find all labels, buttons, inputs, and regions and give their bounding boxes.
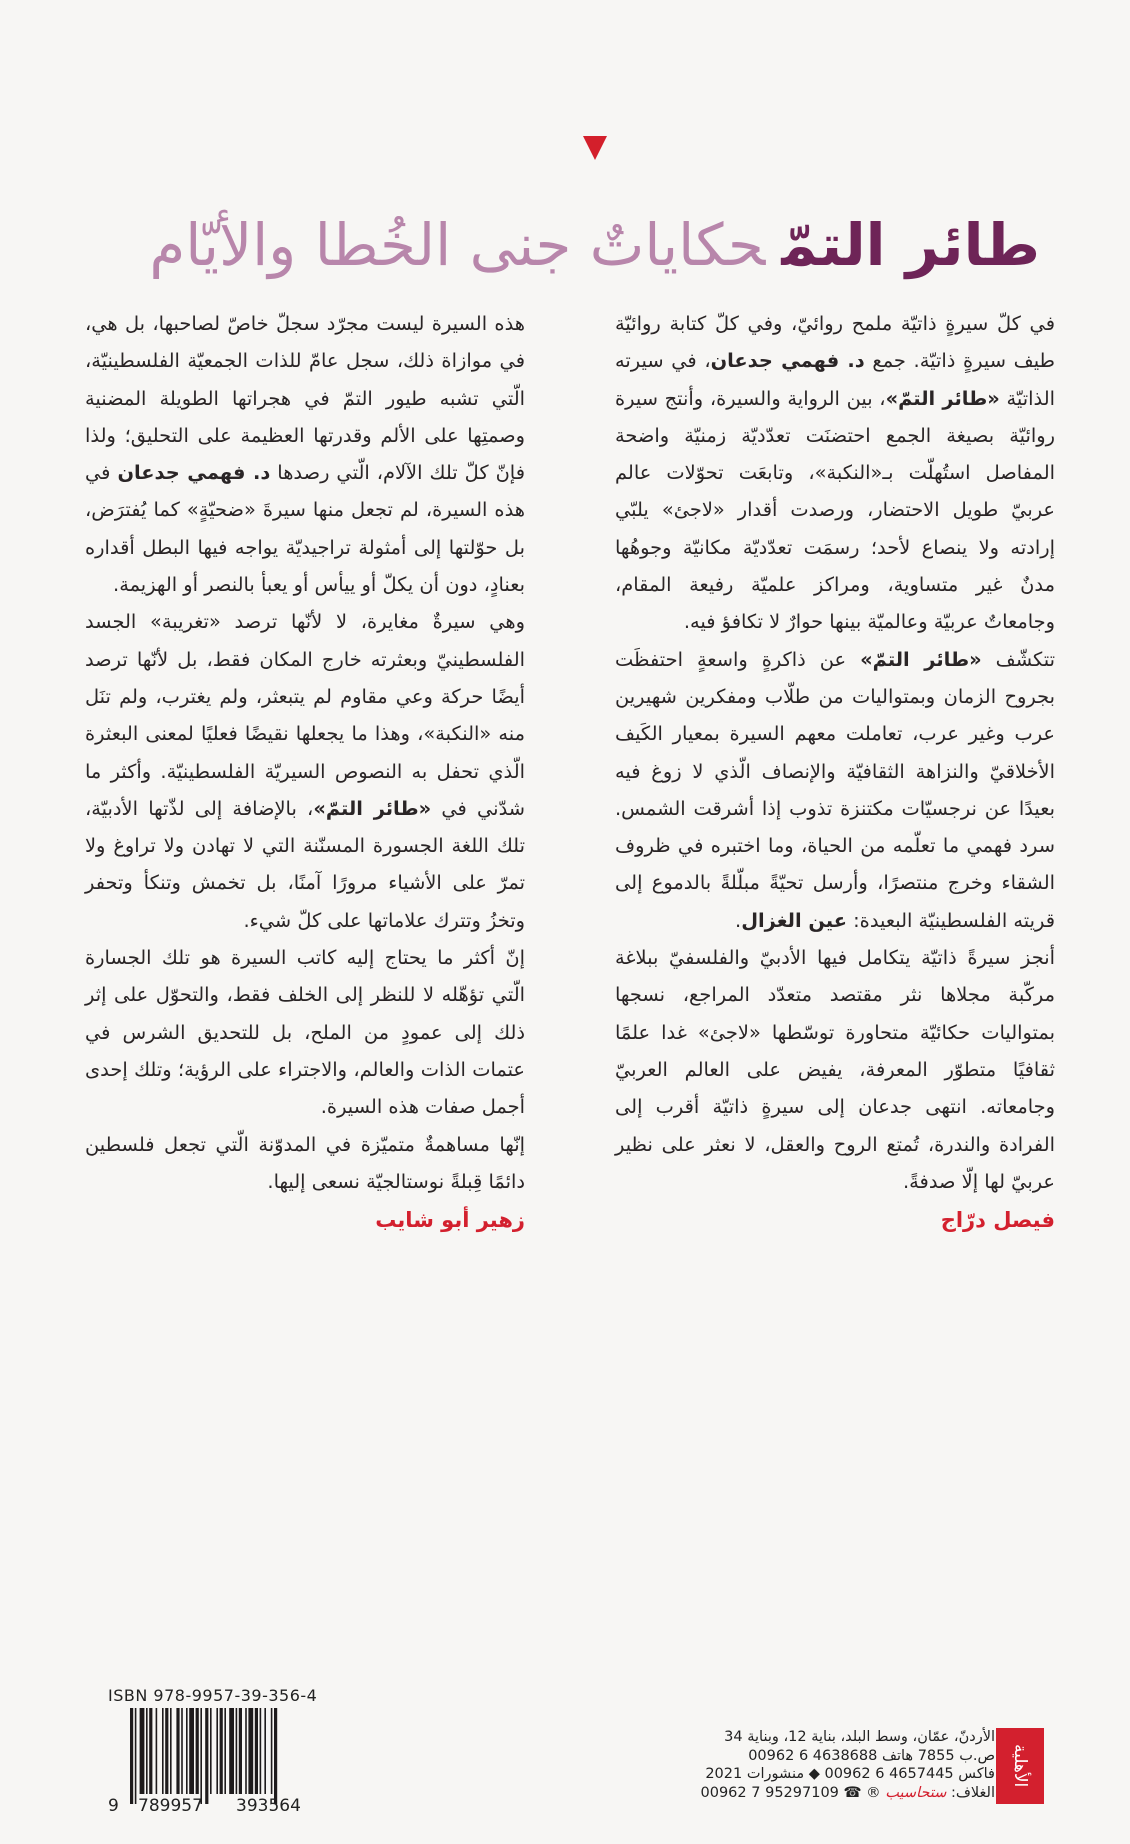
barcode: [108, 1708, 340, 1816]
isbn-label: ISBN 978-9957-39-356-4: [108, 1686, 318, 1705]
barcode-bar: [216, 1708, 218, 1794]
barcode-bar: [255, 1708, 258, 1794]
barcode-bar: [260, 1708, 262, 1794]
isbn-barcode-block: [108, 1686, 368, 1816]
barcode-digits-right: 393564: [236, 1796, 301, 1816]
blurb-right-column: [615, 305, 1055, 1240]
barcode-bar: [220, 1708, 223, 1794]
barcode-bar: [271, 1708, 273, 1794]
barcode-bar: [196, 1708, 199, 1794]
barcode-bar: [245, 1708, 247, 1794]
barcode-bar: [274, 1708, 277, 1804]
barcode-bar: [189, 1708, 194, 1794]
barcode-digits-left: 789957: [138, 1796, 203, 1816]
barcode-digit-first: 9: [108, 1796, 119, 1816]
barcode-bar: [176, 1708, 179, 1794]
cover-label: الغلاف:: [950, 1784, 995, 1801]
left-paragraph-3: إنّ أكثر ما يحتاج إليه كاتب السيرة هو تلك الجسارة الّتي تؤهّله لا للنظر إلى الخلف فقط، والتحوّل على إثر ذلك إلى عمودٍ من الملح، بل للتحديق الشرس في عتمات الذات والعالم، والاجتراء على الرؤية؛ وتلك إحدى أجمل صفات هذه السيرة.: [85, 946, 525, 1119]
barcode-bar: [264, 1708, 266, 1794]
book-title: [80, 205, 1040, 285]
barcode-bar: [181, 1708, 183, 1794]
barcode-bar: [239, 1708, 242, 1794]
title-main: طائر التمّ: [781, 211, 1040, 279]
publisher-logo: [996, 1728, 1044, 1804]
barcode-bars: [108, 1708, 340, 1804]
triangle-marker-icon: [583, 136, 607, 160]
address-line-3: فاكس 4657445 6 00962 ◆ منشورات 2021: [705, 1766, 995, 1782]
barcode-bar: [170, 1708, 172, 1794]
barcode-bar: [165, 1708, 168, 1794]
title-subtitle: حكاياتٌ جنى الخُطا والأيّام: [149, 211, 766, 279]
barcode-bar: [224, 1708, 226, 1794]
barcode-bar: [162, 1708, 164, 1794]
address-line-2: ص.ب 7855 هاتف 4638688 6 00962: [748, 1747, 995, 1764]
left-paragraph-2: وهي سيرةٌ مغايرة، لا لأنّها ترصد «تغريبة» الجسد الفلسطينيّ وبعثرته خارج المكان فقط، بل لأنّها ترصد أيضًا حركة وعي مقاوم لم يتبعثر، ولم يغترب، ولم تنَل منه «النكبة»، وهذا ما يجعلها نقيضًا فعليًا لمعنى البعثرة الّذي تحفل به النصوص السيريّة الفلسطينيّة. وأكثر ما شدّني في «طائر التمّ»، بالإضافة إلى لذّتها الأدبيّة، تلك اللغة الجسورة المسنّنة التي لا تهادن ولا تراوغ ولا تمرّ على الأشياء مرورًا آمنًا، بل تخمش وتنكأ وتحفر وتخزُ وتترك علاماتها على كلّ شيء.: [85, 610, 525, 932]
barcode-bar: [130, 1708, 133, 1804]
barcode-bar: [229, 1708, 234, 1794]
cover-designer: ستحاسيب: [885, 1784, 947, 1801]
cover-phone: ® ☎ 95297109 7 00962: [700, 1784, 881, 1801]
publisher-logo-text: الأهلية: [1010, 1744, 1030, 1788]
address-line-4: [675, 1784, 995, 1803]
barcode-bar: [135, 1708, 137, 1804]
barcode-bar: [210, 1708, 212, 1794]
publisher-address: [675, 1728, 995, 1802]
barcode-bar: [248, 1708, 253, 1794]
address-line-1: الأردنّ، عمّان، وسط البلد، بناية 12، وبناية 34: [724, 1729, 995, 1745]
barcode-bar: [146, 1708, 148, 1794]
barcode-bar: [205, 1708, 208, 1804]
left-paragraph-1: هذه السيرة ليست مجرّد سجلّ خاصّ لصاحبها، بل هي، في موازاة ذلك، سجل عامّ للذات الجمعيّة الفلسطينيّة، الّتي تشبه طيور التمّ في هجراتها الطويلة المضنية وصمتِها على الألم وقدرتها العظيمة على التحليق؛ ولذا فإنّ كلّ تلك الآلام، الّتي رصدها د. فهمي جدعان في هذه السيرة، لم تجعل منها سيرةَ «ضحيّةٍ» كما يُفترَض، بل حوّلتها إلى أمثولة تراجيديّة يواجه فيها البطل أقداره بعنادٍ، دون أن يكلّ أو ييأس أو يعبأ بالنصر أو الهزيمة.: [85, 312, 525, 597]
barcode-bar: [236, 1708, 238, 1794]
blurb-left-column: [85, 305, 525, 1240]
right-paragraph-3: أنجز سيرةً ذاتيّة يتكامل فيها الأدبيّ والفلسفيّ ببلاغة مركّبة مجلاها نثر مقتصد متعدّد المراجع، نسجها بمتواليات حكائيّة متحاورة توسّطها «لاجئ» غدا علمًا ثقافيًا متطوّر المعرفة، يفيض على العالم العربيّ وجامعاته. انتهى جدعان إلى سيرةٍ ذاتيّة أقرب إلى الفرادة والندرة، تُمتع الروح والعقل، لا نعثر على نظير عربيّ لها إلّا صدفةً.: [615, 946, 1055, 1193]
left-signature: زهير أبو شايب: [375, 1208, 525, 1233]
right-paragraph-1: في كلّ سيرةٍ ذاتيّة ملمح روائيّ، وفي كلّ كتابة روائيّة طيف سيرةٍ ذاتيّة. جمع د. فهمي جدعان، في سيرته الذاتيّة «طائر التمّ»، بين الرواية والسيرة، وأنتج سيرة روائيّة بصيغة الجمع احتضنَت تعدّديّة زمنيّة واضحة المفاصل استُهلّت بـ«النكبة»، وتابعَت تحوّلات عالم عربيّ طويل الاحتضار، ورصدت أقدار «لاجئ» يلبّي إرادته ولا ينصاع لأحد؛ رسمَت تعدّديّة مكانيّة وجوهُها مدنٌ غير متساوية، ومراكز علميّة رفيعة المقام، وجامعاتٌ عربيّة وعالميّة بينها حوارٌ لا تكافؤ فيه.: [615, 312, 1055, 634]
right-paragraph-2: تتكشّف «طائر التمّ» عن ذاكرةٍ واسعةٍ احتفظَت بجروح الزمان وبمتواليات من طلّاب ومفكرين شهيرين عرب وغير عرب، تعاملت معهم السيرة بمعيار الكَيف الأخلاقيّ والنزاهة الثقافيّة والإنصاف الّذي لا زوغ فيه بعيدًا عن نرجسيّات مكتنزة تذوب إذا أشرقت الشمس. سرد فهمي ما تعلّمه من الحياة، وما اختبره في ظروف الشقاء وخرج منتصرًا، وأرسل تحيّةً مبلّلةً بالدموع إلى قريته الفلسطينيّة البعيدة: عين الغزال.: [615, 647, 1055, 932]
barcode-bar: [156, 1708, 158, 1794]
left-paragraph-4: إنّها مساهمةٌ متميّزة في المدوّنة الّتي تجعل فلسطين دائمًا قِبلةً نوستالجيّة نسعى إليها.: [85, 1132, 525, 1193]
barcode-bar: [140, 1708, 145, 1794]
barcode-bar: [149, 1708, 152, 1794]
barcode-bar: [186, 1708, 188, 1794]
right-signature: فيصل درّاج: [940, 1208, 1055, 1233]
barcode-bar: [200, 1708, 202, 1804]
